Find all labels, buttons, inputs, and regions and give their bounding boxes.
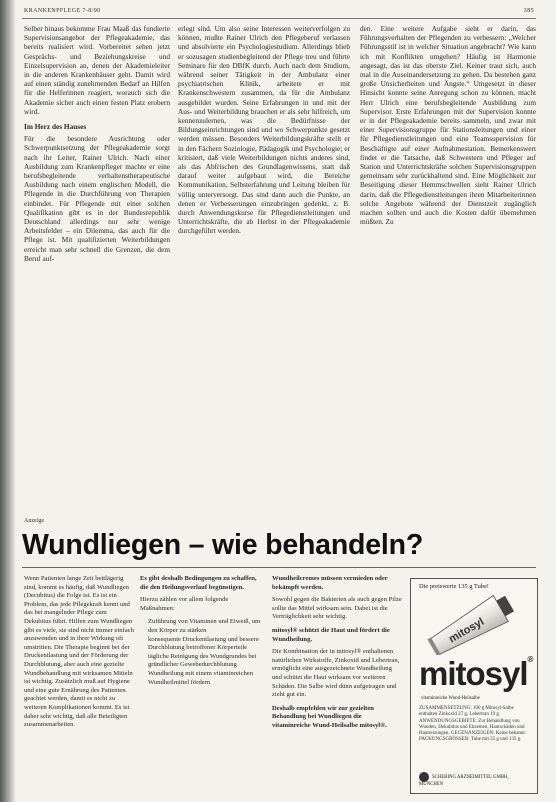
ad-label: Anzeige (24, 518, 44, 524)
list-item: • konsequente Druckentlastung und bessere Durchblutung betroffener Körperteile (148, 636, 262, 653)
tube-label: mitosyl (446, 615, 487, 646)
journal-title: KRANKENPFLEGE 7-8/90 (24, 8, 101, 14)
product-smallprint: ZUSAMMENSETZUNG: 100 g Mitosyl-Salbe enthalten Zinkoxid 27 g, Lebertran 19 g. ANWENDUNGSGEBIETE: Zur Behandlung von Wunden, Dekubitus und Ekzemen, Hautschäden und Hautreizungen. GEGENANZEIGEN: Keine bekannt. PACKUNGSGRÖSSEN: Tube mit 35 g und 135 g. (419, 706, 527, 743)
ad-col2-sub: Hierzu zählen vor allem folgende Maßnahmen: (140, 596, 229, 612)
ad-col3-p2: Die Kombination der in mitosyl® enthaltenen natürlichen Wirkstoffe, Zinkoxid und Lebertran, ermöglicht eine ausgezeichnete Wundheilung und schützt die Haut wirksam vor weiteren Schäden. Die Salbe wird dünn aufgetragen und zieht gut ein. (272, 648, 400, 699)
brand-tagline: vitaminreiche Wund-Heilsalbe (421, 696, 480, 701)
page-edge-shadow (0, 0, 16, 802)
manufacturer: SCHERING ARZNEIMITTEL GMBH, MÜNCHEN (419, 772, 531, 788)
list-item: • Zuführung von Vitaminen und Eiweiß, um den Körper zu stärken (148, 618, 262, 635)
col3-body: den. Eine weitere Aufgabe sieht er darin, das Führungsverhalten der Pflegenden zu verbessern: „Welcher Führungsstil ist in welcher Situation angebracht? Wie kann ich mit Konflikten umgehen? Häufig ist Harmonie angesagt, das ist das oberste Ziel. Keiner traut sich, auch mal in die Auseinandersetzung zu gehen. Da bestehen ganz große Unsicherheiten und Ängste.“ Umgesetzt in dieser Hinsicht konnte seine Anregung schon zu können, macht Herr Ulrich eine berufsbegleitende Ausbildung zum Supervisor. Erste Erfahrungen mit der Supervision konnte er in der Pflegeakademie bereits sammeln, und zwar mit einer Supervisionsgruppe für Stationsleitungen und einer für Pflegedienstleitungen und eine Teamsupervision für Beschäftigte auf einer Aufnahmestation. Bemerkenswert findet er die Tatsache, daß Schwestern und Pfleger auf Station und Unterrichtskräfte solchen Supervisionsgruppen gemeinsam sehr zurückhaltend sind. Eine Möglichkeit zur Beseitigung dieser Hemmschwellen sieht Rainer Ulrich darin, daß die Pflegedienstleitungen ihren Mitarbeiterinnen solche Angebote während der Dienstzeit zugänglich machen sollten und auch die Kosten dafür übernehmen müßten. Zu (360, 24, 536, 227)
ointment-tube-image (423, 593, 525, 655)
ad-col1-text: Wenn Patienten lange Zeit bettlägerig sind, kommt es häufig, daß Wundliegen (Decubitus) die Folge ist. Es ist ein Problem, das jede Pflegekraft kennt und das bei mangelnder Pflege zum Dekubitus führt. Hilfen zum Wundliegen gibt es viele, sie sind nicht immer einfach anzuwenden und in ihrer Wirkung oft umstritten. Die Therapie beginnt bei der Druckentlastung und der Förderung der Durchblutung, aber auch eine gezielte Wundbehandlung mit wirksamen Mitteln ist wichtig. Zusätzlich muß auf Hygiene und eine gute Ernährung des Patienten geachtet werden, damit es nicht zu weiteren Komplikationen kommt. Es ist daher sehr wichtig, daß alle Beteiligten zusammenarbeiten. (24, 575, 134, 729)
ad-col3-heading-2: mitosyl® schützt die Haut und fördert die Wundheilung. (272, 626, 390, 643)
brand-logo: mitosyl® (419, 655, 533, 692)
list-item: • Wundheilung mit einem vitaminreichen Wundheilmittel fördern (148, 670, 262, 687)
list-item: • tägliche Reinigung des Wundgrundes bei gründlicher Gewebedurchblutung (148, 653, 262, 670)
ad-col2-list (140, 618, 262, 687)
ad-column-3 (272, 575, 402, 795)
col2-body: erlegt sind. Um also seine Interessen weiterverfolgen zu können, mußte Rainer Ulrich den Pflegeberuf verlassen und absolvierte ein Psychologiestudium. Allerdings blieb er sozusagen studienbegleitend der Pflege treu und führte Seminare für den DBfK durch. Auch nach dem Studium, während seiner Tätigkeit in der Ambulanz einer psychiatrischen Klinik, arbeitete er mit Krankenschwestern zusammen, da für die Ambulanz ausgebildet wurden. Seine Erfahrungen in und mit der Aus- und Weiterbildung brauchen er als sehr hilfreich, um kennenzulernen, was die Bedürfnisse der Bildungseinrichtungen sind und wo Schwerpunkte gesetzt werden müssen. Besonders Weiterbildungskräfte stellt er in den Fächern Soziologie, Pädagogik und Psychologie; er kritisiert, daß viele Weiterbildungen nichts anderes sind, als das Abfrischen des Grundlagenwissens, statt daß darauf weiter aufgebaut wird, die Bereiche Kommunikation, Selbsterfahrung und Leitung bleiben für völlig unterversorgt. Das sind dann auch die Punkte, an denen er Verbesserungen einzubringen gedenkt, z. B. durch Anwendungskurse für Pflegedienstleitungen und Unterrichtskräfte, die ab Herbst in der Pflegeakademie durchgeführt werden. (178, 24, 350, 236)
ad-headline: Wundliegen – wie behandeln? (22, 529, 424, 561)
col1-body: Für die besondere Ausrichtung oder Schwerpunktsetzung der Pflegeakademie sorgt nach ihr Leiter, Rainer Ulrich. Nach einer Ausbildung zum Krankenpfleger machte er eine berufsbegleitende verhaltenstherapeutische Ausbildung nach einem englischen Modell, die Pflegende in die Durchführung von Therapien einbindet. Für Pflegende mit einer solchen Qualifikation gibt es in der Bundesrepublik Deutschland allerdings nur sehr wenige Arbeitsfelder – ein Dilemma, das auch für die Pflege ist. Mit qualifizierten Weiterbildungen erreicht man sehr schnell die Grenzen, die dem Beruf auf- (24, 134, 170, 263)
ad-col3-heading-3: Deshalb empfehlen wir zur gezielten Behandlung bei Wundliegen die vitaminreiche Wund-Heilsalbe mitosyl®. (272, 704, 387, 729)
header-rule (22, 18, 536, 19)
product-box (410, 578, 538, 794)
ad-col3-p1: Sowohl gegen die Bakterien als auch gegen Pilze sollte das Mittel wirksam sein. Dabei ist die Verträglichkeit sehr wichtig. (272, 596, 402, 621)
ad-column-1 (24, 575, 134, 795)
ad-rule (22, 567, 536, 568)
article-column-1 (24, 24, 170, 516)
page-number: 385 (523, 8, 534, 14)
col1-intro: Selber hinaus bekomme Frau Maaß das fundierte Supervisionsangebot der Pflegeakademie, das bereits realisiert wird. Vorbereitet sehen jetzt Gesprächs- und Beziehungskreise und Einzelsupervision an, denen der Akademieleiter in die anderen Krankenhäuser geht. Damit wird auf einen ständig zunehmenden Bedarf an Hilfen für die Helferinnen reagiert, worauch sich die Akademie sicher auch einen festen Platz erobern wird. (24, 24, 170, 116)
section-heading: Im Herz des Hauses (24, 122, 87, 132)
ad-col3-heading: Wundheilcremes müssen vermieden oder bekämpft werden. (272, 575, 388, 591)
article-column-3 (360, 24, 536, 516)
ad-col2-heading: Es gibt deshalb Bedingungen zu schaffen, die den Heilungsverlauf begünstigen. (140, 575, 257, 591)
manufacturer-logo-icon (419, 772, 429, 782)
article-column-2 (178, 24, 350, 516)
ad-column-2 (140, 575, 262, 795)
product-caption: Die preiswerte 135 g Tube! (419, 583, 489, 590)
running-header (24, 6, 534, 18)
